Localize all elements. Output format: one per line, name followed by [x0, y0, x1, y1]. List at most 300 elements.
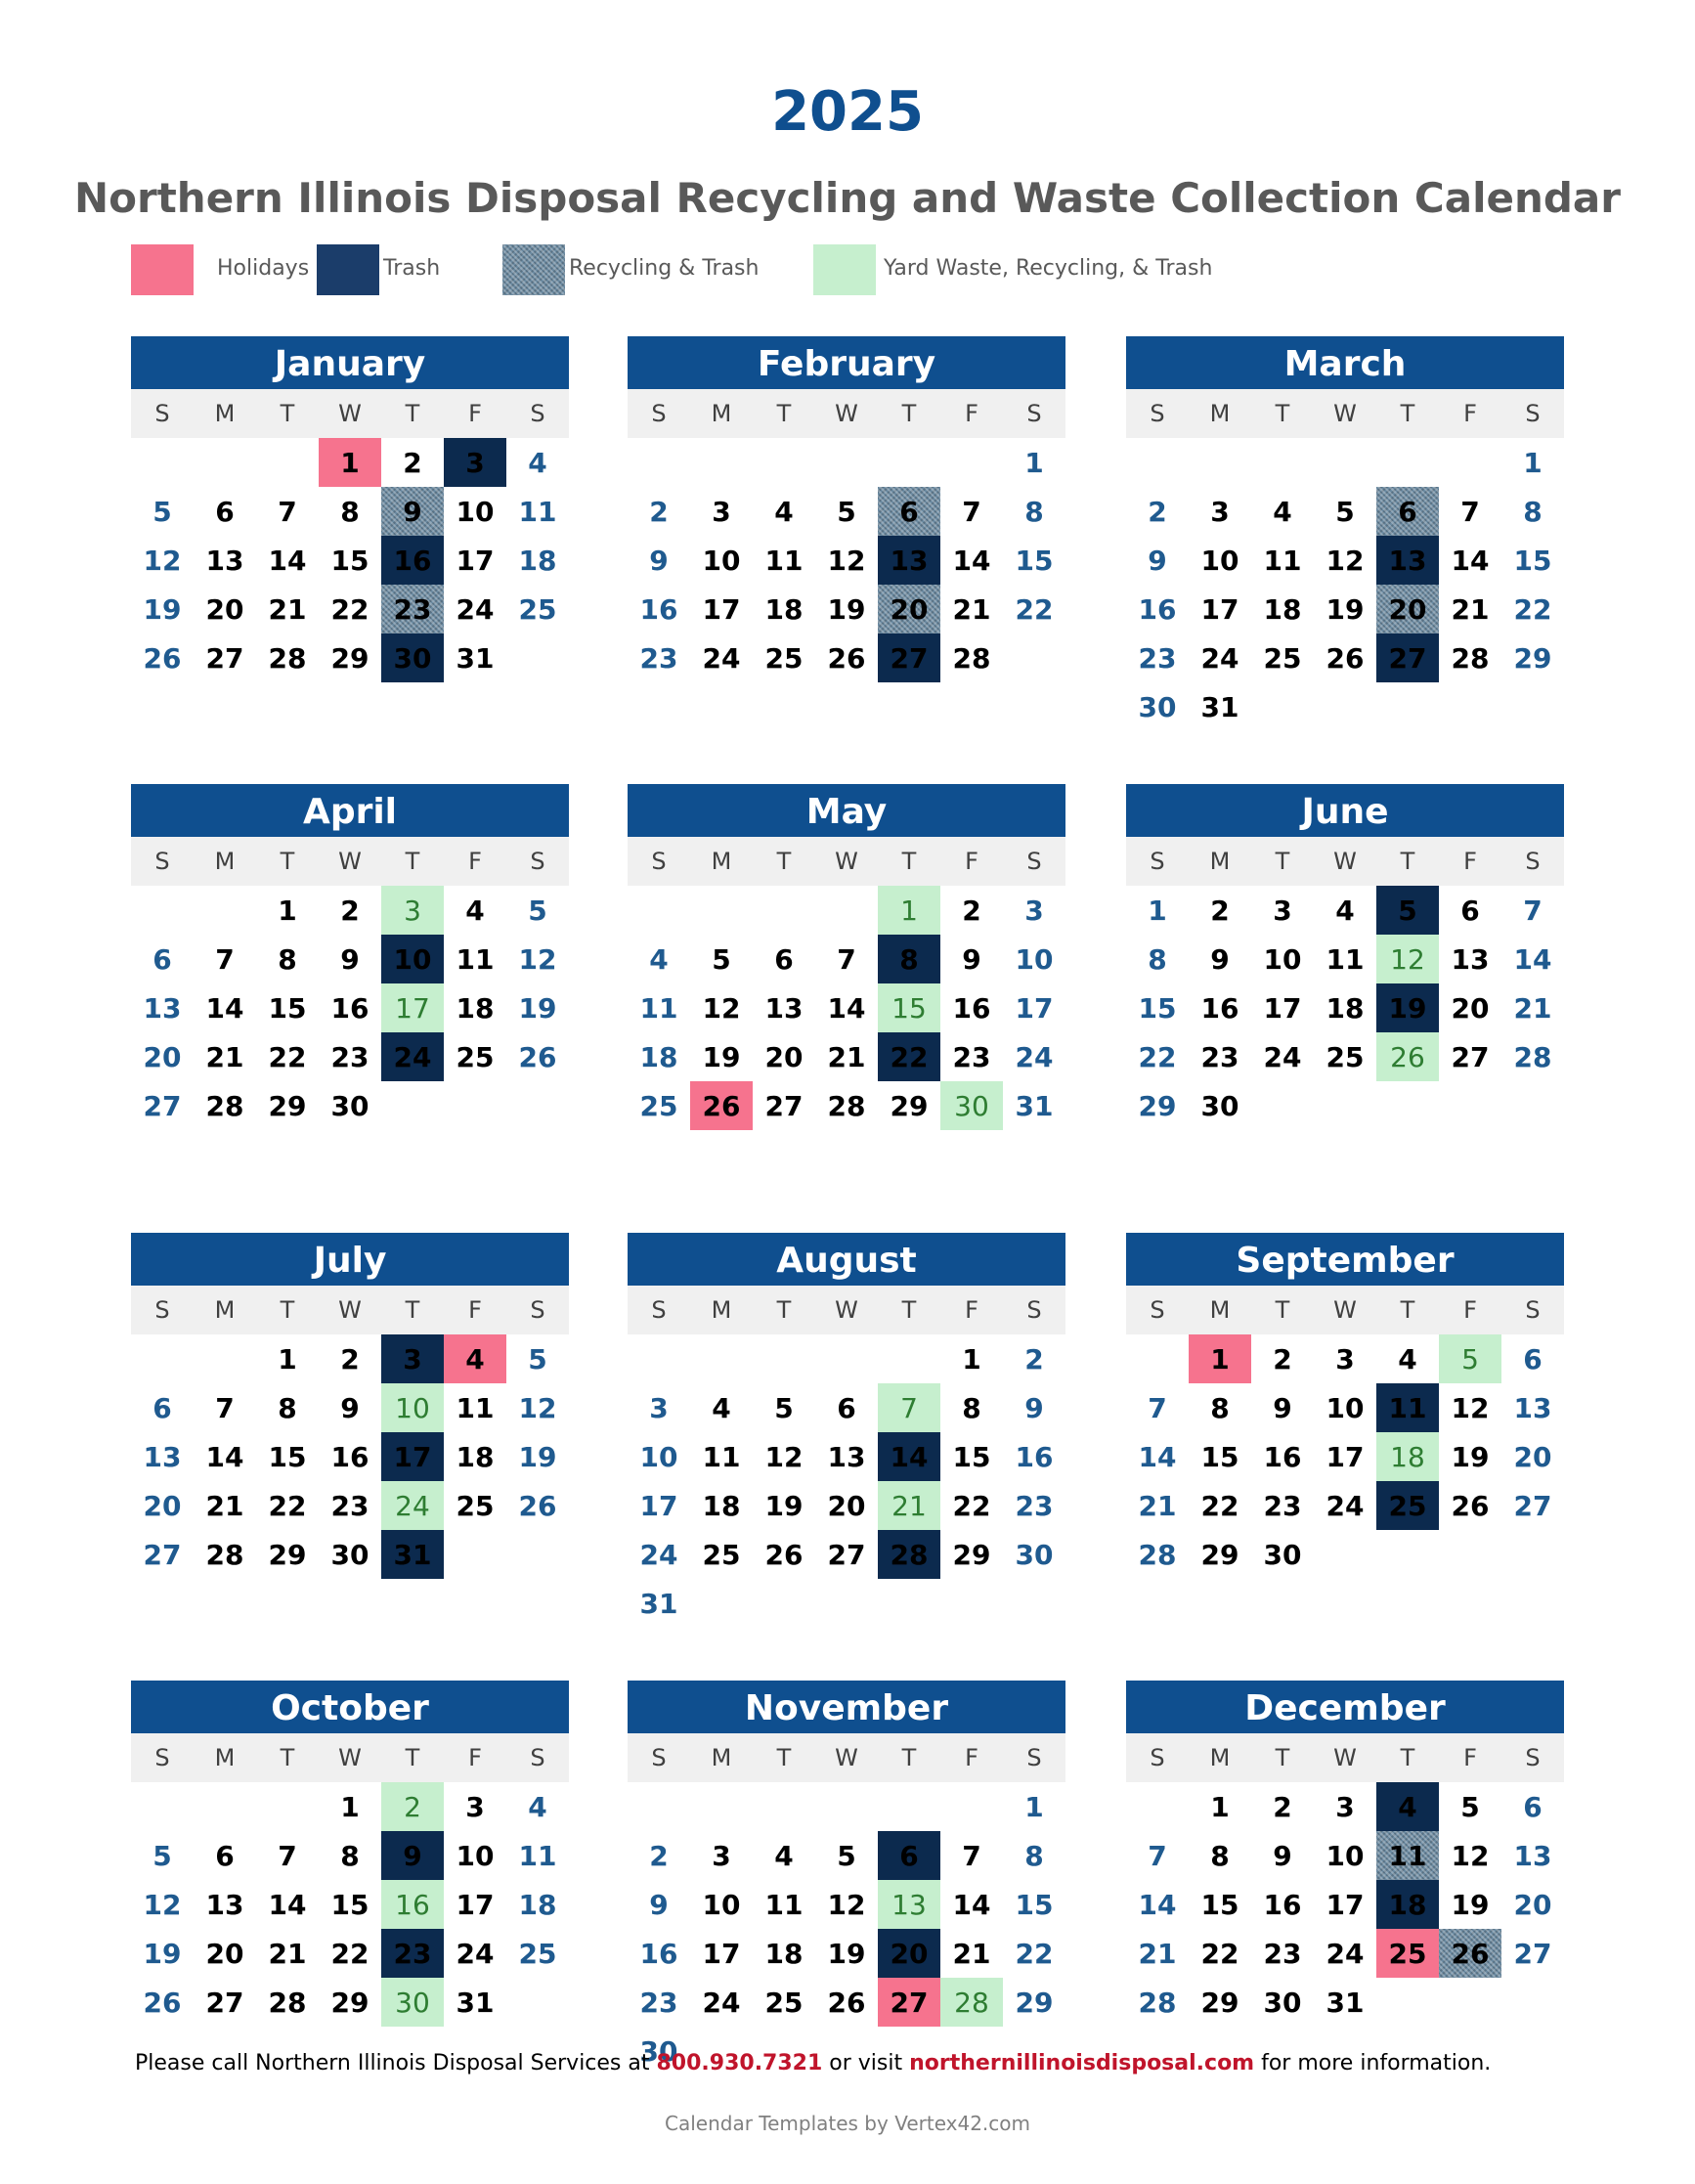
day-cell: 17	[1326, 1441, 1365, 1473]
day-cell: 19	[1451, 1441, 1490, 1473]
day-cell: 29	[330, 1987, 369, 2019]
day-cell: 21	[205, 1041, 244, 1073]
day-cell: 27	[205, 1987, 244, 2019]
day-cell: 12	[764, 1441, 804, 1473]
day-cell: 23	[1138, 642, 1177, 675]
day-cell-trash: 13	[878, 536, 940, 585]
day-cell-yard: 3	[381, 886, 444, 935]
footer-phone[interactable]: 800.930.7321	[656, 2051, 823, 2075]
weekday-label: F	[468, 1744, 482, 1771]
day-cell: 2	[1273, 1343, 1292, 1376]
day-cell: 24	[1326, 1938, 1365, 1970]
day-cell: 7	[1460, 496, 1480, 528]
day-cell: 25	[639, 1090, 678, 1122]
day-cell: 27	[1513, 1938, 1552, 1970]
day-cell-yard: 30	[381, 1978, 444, 2027]
week-row	[628, 1831, 1065, 1880]
day-cell-recycling: 11	[1376, 1831, 1439, 1880]
legend-swatch-yard	[813, 244, 876, 295]
day-cell: 7	[215, 1392, 235, 1424]
day-cell: 3	[1273, 895, 1292, 927]
weekday-label: T	[280, 1744, 295, 1771]
day-cell: 24	[702, 642, 741, 675]
day-cell: 8	[278, 943, 297, 976]
day-cell: 4	[465, 895, 485, 927]
day-cell: 14	[952, 1889, 991, 1921]
week-row	[131, 1432, 569, 1481]
weekday-label: S	[1026, 1296, 1042, 1324]
day-cell: 5	[152, 1840, 172, 1872]
weekday-label: S	[651, 400, 667, 427]
day-cell: 28	[205, 1090, 244, 1122]
day-cell-trash: 20	[878, 1929, 940, 1978]
weekday-header-row	[1126, 837, 1564, 886]
day-cell: 13	[1513, 1840, 1552, 1872]
week-row	[628, 1782, 1065, 1831]
week-row	[1126, 983, 1564, 1032]
month-may	[628, 784, 1065, 1130]
day-cell: 14	[1138, 1889, 1177, 1921]
day-cell: 9	[962, 943, 981, 976]
day-cell-holiday: 4	[444, 1334, 506, 1383]
day-cell: 7	[278, 496, 297, 528]
day-cell: 29	[1138, 1090, 1177, 1122]
month-header: June	[1126, 784, 1564, 837]
weekday-label: S	[1026, 848, 1042, 875]
day-cell: 19	[143, 1938, 182, 1970]
day-cell-holiday: 27	[878, 1978, 940, 2027]
weekday-label: M	[1209, 848, 1231, 875]
empty-day-cell	[753, 438, 815, 487]
day-cell: 13	[143, 992, 182, 1025]
day-cell: 22	[1513, 593, 1552, 626]
weekday-label: S	[154, 1296, 170, 1324]
weekday-label: S	[154, 848, 170, 875]
day-cell: 27	[143, 1090, 182, 1122]
day-cell: 15	[330, 1889, 369, 1921]
day-cell: 16	[330, 1441, 369, 1473]
weekday-label: S	[1525, 848, 1541, 875]
day-cell-recycling: 6	[878, 487, 940, 536]
day-cell: 16	[1263, 1441, 1302, 1473]
day-cell: 28	[827, 1090, 866, 1122]
day-cell: 14	[268, 1889, 307, 1921]
day-cell: 17	[1015, 992, 1054, 1025]
day-cell: 17	[639, 1490, 678, 1522]
day-cell: 18	[456, 992, 495, 1025]
day-cell: 3	[1024, 895, 1044, 927]
day-cell: 7	[837, 943, 856, 976]
day-cell: 27	[1513, 1490, 1552, 1522]
day-cell: 10	[456, 496, 495, 528]
weekday-label: W	[1333, 400, 1357, 427]
day-cell: 18	[639, 1041, 678, 1073]
day-cell-trash: 11	[1376, 1383, 1439, 1432]
weekday-label: S	[530, 1744, 545, 1771]
weekday-label: W	[338, 400, 362, 427]
day-cell-yard: 7	[878, 1383, 940, 1432]
weekday-label: S	[530, 400, 545, 427]
day-cell: 19	[518, 1441, 557, 1473]
day-cell: 17	[456, 1889, 495, 1921]
day-cell: 27	[205, 642, 244, 675]
day-cell-trash: 14	[878, 1432, 940, 1481]
empty-day-cell	[690, 886, 753, 935]
template-credit: Calendar Templates by Vertex42.com	[664, 2112, 1031, 2135]
day-cell: 6	[1523, 1343, 1543, 1376]
day-cell: 13	[205, 545, 244, 577]
day-cell: 29	[1200, 1987, 1239, 2019]
month-january	[131, 336, 569, 682]
weekday-label: M	[711, 848, 732, 875]
week-row	[628, 1081, 1065, 1130]
week-row	[131, 438, 569, 487]
day-cell: 4	[528, 1791, 547, 1823]
day-cell: 22	[330, 593, 369, 626]
weekday-label: S	[651, 1296, 667, 1324]
day-cell: 30	[330, 1539, 369, 1571]
empty-day-cell	[194, 886, 256, 935]
empty-day-cell	[878, 1334, 940, 1383]
empty-day-cell	[753, 886, 815, 935]
day-cell: 18	[764, 1938, 804, 1970]
weekday-label: W	[1333, 1296, 1357, 1324]
weekday-label: W	[835, 1744, 858, 1771]
day-cell: 28	[1513, 1041, 1552, 1073]
week-row	[1126, 1831, 1564, 1880]
weekday-label: S	[1150, 400, 1165, 427]
empty-day-cell	[878, 1782, 940, 1831]
weekday-label: F	[965, 1744, 978, 1771]
weekday-header-row	[1126, 389, 1564, 438]
day-cell: 9	[1273, 1392, 1292, 1424]
day-cell: 21	[952, 1938, 991, 1970]
day-cell: 30	[1015, 1539, 1054, 1571]
day-cell: 16	[1015, 1441, 1054, 1473]
weekday-label: T	[1400, 400, 1415, 427]
day-cell: 27	[1451, 1041, 1490, 1073]
day-cell: 1	[1523, 447, 1543, 479]
day-cell: 5	[1335, 496, 1355, 528]
weekday-label: M	[214, 848, 236, 875]
weekday-header-row	[628, 1733, 1065, 1782]
day-cell: 9	[1273, 1840, 1292, 1872]
month-header: April	[131, 784, 569, 837]
day-cell: 14	[952, 545, 991, 577]
footer-middle: or visit	[822, 2051, 910, 2075]
day-cell: 27	[764, 1090, 804, 1122]
footer-website-link[interactable]: northernillinoisdisposal.com	[909, 2051, 1255, 2075]
day-cell: 13	[764, 992, 804, 1025]
day-cell: 11	[1326, 943, 1365, 976]
month-header: December	[1126, 1681, 1564, 1733]
day-cell: 29	[330, 642, 369, 675]
day-cell: 19	[764, 1490, 804, 1522]
weekday-label: F	[965, 848, 978, 875]
day-cell: 17	[1326, 1889, 1365, 1921]
month-november	[628, 1681, 1065, 2075]
day-cell: 23	[1015, 1490, 1054, 1522]
day-cell: 23	[1263, 1490, 1302, 1522]
weekday-label: M	[1209, 1296, 1231, 1324]
day-cell: 4	[528, 447, 547, 479]
day-cell: 30	[330, 1090, 369, 1122]
day-cell: 9	[1210, 943, 1230, 976]
week-row	[131, 1334, 569, 1383]
day-cell: 20	[205, 1938, 244, 1970]
week-row	[628, 1383, 1065, 1432]
day-cell: 21	[827, 1041, 866, 1073]
day-cell: 20	[764, 1041, 804, 1073]
day-cell: 10	[1200, 545, 1239, 577]
empty-day-cell	[131, 438, 194, 487]
day-cell: 19	[702, 1041, 741, 1073]
day-cell: 8	[1210, 1840, 1230, 1872]
day-cell-recycling: 23	[381, 585, 444, 633]
day-cell-recycling: 6	[1376, 487, 1439, 536]
weekday-label: S	[1525, 400, 1541, 427]
day-cell: 31	[639, 1588, 678, 1620]
empty-day-cell	[1376, 438, 1439, 487]
weekday-label: T	[1275, 400, 1290, 427]
empty-day-cell	[690, 1782, 753, 1831]
day-cell: 24	[1326, 1490, 1365, 1522]
day-cell: 14	[205, 1441, 244, 1473]
day-cell: 15	[1015, 1889, 1054, 1921]
empty-day-cell	[815, 886, 878, 935]
legend-label-holidays: Holidays	[217, 256, 310, 281]
weekday-label: S	[1150, 1744, 1165, 1771]
day-cell: 4	[1398, 1343, 1417, 1376]
empty-day-cell	[940, 1782, 1003, 1831]
weekday-label: F	[965, 1296, 978, 1324]
day-cell-trash: 16	[381, 536, 444, 585]
day-cell: 24	[702, 1987, 741, 2019]
day-cell: 19	[143, 593, 182, 626]
week-row	[131, 1530, 569, 1579]
day-cell: 12	[1451, 1840, 1490, 1872]
day-cell: 9	[649, 1889, 669, 1921]
day-cell: 19	[1451, 1889, 1490, 1921]
day-cell: 10	[702, 1889, 741, 1921]
day-cell: 15	[952, 1441, 991, 1473]
weekday-header-row	[1126, 1733, 1564, 1782]
weekday-label: S	[530, 848, 545, 875]
month-august	[628, 1233, 1065, 1628]
day-cell: 5	[837, 496, 856, 528]
day-cell: 9	[649, 545, 669, 577]
day-cell: 3	[1335, 1343, 1355, 1376]
day-cell: 13	[1451, 943, 1490, 976]
day-cell: 21	[1451, 593, 1490, 626]
weekday-header-row	[628, 1286, 1065, 1334]
week-row	[131, 1081, 569, 1130]
day-cell-trash: 3	[381, 1334, 444, 1383]
day-cell: 5	[152, 496, 172, 528]
weekday-header-row	[131, 389, 569, 438]
day-cell-trash: 27	[1376, 633, 1439, 682]
day-cell: 11	[764, 545, 804, 577]
month-header: March	[1126, 336, 1564, 389]
week-row	[628, 1978, 1065, 2027]
day-cell: 18	[1326, 992, 1365, 1025]
day-cell: 22	[1015, 1938, 1054, 1970]
footer-contact	[135, 2051, 1491, 2075]
day-cell: 20	[205, 593, 244, 626]
day-cell: 2	[1273, 1791, 1292, 1823]
day-cell: 22	[1200, 1938, 1239, 1970]
weekday-label: T	[405, 400, 420, 427]
week-row	[131, 536, 569, 585]
day-cell: 16	[1200, 992, 1239, 1025]
day-cell: 19	[827, 1938, 866, 1970]
day-cell: 17	[702, 1938, 741, 1970]
month-header: September	[1126, 1233, 1564, 1286]
day-cell: 27	[827, 1539, 866, 1571]
day-cell: 30	[1138, 691, 1177, 723]
day-cell: 18	[1263, 593, 1302, 626]
day-cell: 12	[143, 545, 182, 577]
day-cell: 1	[278, 895, 297, 927]
day-cell: 10	[639, 1441, 678, 1473]
weekday-label: T	[405, 848, 420, 875]
day-cell-yard: 2	[381, 1782, 444, 1831]
day-cell: 8	[1210, 1392, 1230, 1424]
week-row	[131, 487, 569, 536]
week-row	[628, 1334, 1065, 1383]
legend	[0, 0, 1695, 313]
day-cell: 26	[143, 642, 182, 675]
week-row	[1126, 1432, 1564, 1481]
day-cell: 7	[215, 943, 235, 976]
day-cell: 7	[1148, 1392, 1167, 1424]
day-cell: 6	[774, 943, 794, 976]
day-cell: 11	[1263, 545, 1302, 577]
weekday-label: T	[405, 1744, 420, 1771]
week-row	[131, 935, 569, 983]
week-row	[1126, 682, 1564, 731]
day-cell: 20	[827, 1490, 866, 1522]
day-cell: 12	[827, 545, 866, 577]
weekday-label: M	[1209, 1744, 1231, 1771]
weekday-label: T	[280, 400, 295, 427]
day-cell: 21	[952, 593, 991, 626]
day-cell: 8	[1024, 496, 1044, 528]
week-row	[1126, 935, 1564, 983]
day-cell: 8	[340, 496, 360, 528]
day-cell-trash: 9	[381, 1831, 444, 1880]
week-row	[1126, 536, 1564, 585]
empty-day-cell	[256, 438, 319, 487]
day-cell: 8	[340, 1840, 360, 1872]
day-cell: 31	[456, 642, 495, 675]
week-row	[628, 983, 1065, 1032]
week-row	[131, 1978, 569, 2027]
day-cell: 24	[1015, 1041, 1054, 1073]
empty-day-cell	[628, 1782, 690, 1831]
day-cell: 17	[702, 593, 741, 626]
day-cell: 2	[962, 895, 981, 927]
day-cell: 7	[1523, 895, 1543, 927]
weekday-label: T	[901, 400, 917, 427]
day-cell: 21	[1513, 992, 1552, 1025]
day-cell: 3	[712, 496, 731, 528]
day-cell-yard: 13	[878, 1880, 940, 1929]
week-row	[1126, 1334, 1564, 1383]
day-cell: 3	[465, 1791, 485, 1823]
empty-day-cell	[628, 886, 690, 935]
day-cell-trash: 24	[381, 1032, 444, 1081]
day-cell: 17	[1200, 593, 1239, 626]
day-cell: 19	[827, 593, 866, 626]
day-cell: 22	[1200, 1490, 1239, 1522]
day-cell: 16	[330, 992, 369, 1025]
empty-day-cell	[753, 1334, 815, 1383]
day-cell-yard: 18	[1376, 1432, 1439, 1481]
day-cell: 15	[1138, 992, 1177, 1025]
footer-suffix: for more information.	[1254, 2051, 1492, 2075]
day-cell-yard: 1	[878, 886, 940, 935]
day-cell: 31	[1015, 1090, 1054, 1122]
day-cell: 29	[952, 1539, 991, 1571]
day-cell-trash: 27	[878, 633, 940, 682]
day-cell-trash: 23	[381, 1929, 444, 1978]
weekday-label: S	[154, 400, 170, 427]
day-cell: 21	[268, 593, 307, 626]
weekday-header-row	[628, 389, 1065, 438]
day-cell: 28	[268, 642, 307, 675]
week-row	[1126, 1081, 1564, 1130]
day-cell: 5	[712, 943, 731, 976]
day-cell-trash: 13	[1376, 536, 1439, 585]
legend-swatch-recycling	[502, 244, 565, 295]
day-cell: 2	[403, 447, 422, 479]
day-cell: 11	[518, 1840, 557, 1872]
day-cell: 21	[268, 1938, 307, 1970]
day-cell: 10	[1326, 1840, 1365, 1872]
weekday-label: T	[901, 1296, 917, 1324]
day-cell: 12	[518, 1392, 557, 1424]
day-cell: 30	[1263, 1987, 1302, 2019]
weekday-label: W	[1333, 1744, 1357, 1771]
day-cell: 26	[827, 642, 866, 675]
day-cell-recycling: 26	[1439, 1929, 1501, 1978]
weekday-label: W	[338, 848, 362, 875]
day-cell-trash: 28	[878, 1530, 940, 1579]
day-cell: 8	[1024, 1840, 1044, 1872]
day-cell: 3	[649, 1392, 669, 1424]
weekday-header-row	[131, 1733, 569, 1782]
day-cell: 8	[1523, 496, 1543, 528]
day-cell: 25	[456, 1041, 495, 1073]
day-cell: 22	[268, 1041, 307, 1073]
day-cell: 24	[1200, 642, 1239, 675]
day-cell: 12	[1326, 545, 1365, 577]
week-row	[131, 1782, 569, 1831]
empty-day-cell	[1314, 438, 1376, 487]
weekday-label: T	[405, 1296, 420, 1324]
legend-label-recycling: Recycling & Trash	[569, 256, 760, 281]
day-cell: 2	[649, 1840, 669, 1872]
weekday-header-row	[1126, 1286, 1564, 1334]
day-cell: 15	[1200, 1441, 1239, 1473]
day-cell: 28	[268, 1987, 307, 2019]
empty-day-cell	[753, 1782, 815, 1831]
day-cell-yard: 16	[381, 1880, 444, 1929]
weekday-header-row	[131, 1286, 569, 1334]
day-cell: 6	[1523, 1791, 1543, 1823]
week-row	[1126, 1530, 1564, 1579]
